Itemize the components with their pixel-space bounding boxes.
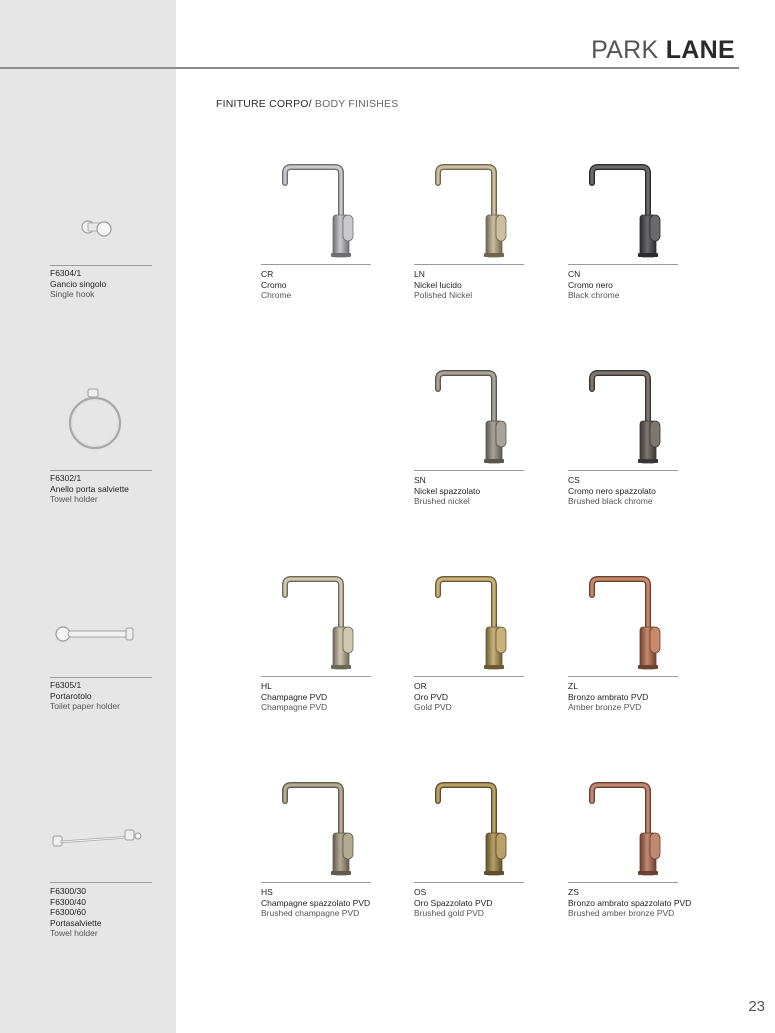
finish-code: OR: [414, 681, 427, 691]
finish-name-en: Brushed black chrome: [568, 496, 653, 506]
finish-name-it: Oro Spazzolato PVD: [414, 897, 493, 908]
accessory-name-en: Towel holder: [50, 928, 98, 938]
finish-name-en: Brushed nickel: [414, 496, 470, 506]
finish-rule: [568, 264, 678, 265]
finish-code: ZL: [568, 681, 578, 691]
faucet-icon: [432, 781, 512, 877]
accessory-name-en: Single hook: [50, 289, 95, 299]
finish-rule: [414, 676, 524, 677]
accessory-text: [50, 680, 120, 712]
finish-name-it: Cromo nero spazzolato: [568, 485, 656, 496]
accessory-code: F6304/1: [50, 268, 82, 278]
page-number: 23: [748, 998, 765, 1015]
accessory-rule: [50, 470, 152, 471]
finish-name-it: Bronzo ambrato spazzolato PVD: [568, 897, 692, 908]
finish-name-en: Brushed amber bronze PVD: [568, 908, 675, 918]
finish-rule: [261, 676, 371, 677]
sidebar-panel: [0, 0, 176, 1033]
finish-code: SN: [414, 475, 426, 485]
finish-rule: [261, 882, 371, 883]
finish-code: CR: [261, 269, 274, 279]
finish-name-it: Cromo nero: [568, 279, 613, 290]
finish-text: [414, 681, 452, 713]
accessory-rule: [50, 677, 152, 678]
accessory-text: [50, 268, 106, 300]
finish-text: [568, 887, 691, 919]
finish-rule: [568, 676, 678, 677]
finish-code: CS: [568, 475, 580, 485]
header-rule: [0, 67, 739, 69]
accessory-name-en: Towel holder: [50, 494, 98, 504]
faucet-icon: [432, 369, 512, 465]
finish-rule: [568, 470, 678, 471]
finish-name-en: Champagne PVD: [261, 702, 328, 712]
finish-code: CN: [568, 269, 581, 279]
faucet-icon: [586, 369, 666, 465]
finish-code: HL: [261, 681, 272, 691]
accessory-name-it: Gancio singolo: [50, 278, 107, 289]
accessory-name-it: Portarotolo: [50, 690, 92, 701]
towel-bar-icon: [50, 818, 152, 868]
finish-name-it: Nickel spazzolato: [414, 485, 481, 496]
finish-text: [261, 269, 291, 301]
finish-name-it: Champagne PVD: [261, 691, 328, 702]
accessory-text: [50, 886, 102, 939]
finish-code: LN: [414, 269, 425, 279]
finish-name-it: Bronzo ambrato PVD: [568, 691, 649, 702]
finish-text: [261, 887, 370, 919]
accessory-code: F6300/60: [50, 907, 86, 917]
finish-text: [568, 269, 620, 301]
finish-text: [568, 681, 648, 713]
finish-name-en: Brushed champagne PVD: [261, 908, 360, 918]
section-title: [216, 98, 398, 110]
accessory-rule: [50, 882, 152, 883]
brand-title: [591, 36, 735, 65]
faucet-icon: [279, 781, 359, 877]
faucet-icon: [586, 575, 666, 671]
section-title-en: BODY FINISHES: [311, 98, 399, 110]
finish-code: HS: [261, 887, 273, 897]
towel-ring-icon: [50, 385, 152, 465]
finish-name-en: Amber bronze PVD: [568, 702, 642, 712]
finish-name-it: Cromo: [261, 279, 287, 290]
hook-icon: [50, 200, 152, 260]
finish-text: [414, 887, 492, 919]
section-title-it: FINITURE CORPO/: [216, 98, 312, 110]
faucet-icon: [432, 575, 512, 671]
brand-bold: LANE: [665, 36, 735, 64]
finish-rule: [414, 470, 524, 471]
finish-name-it: Oro PVD: [414, 691, 449, 702]
finish-rule: [261, 264, 371, 265]
accessory-code: F6300/40: [50, 896, 86, 907]
finish-text: [414, 269, 472, 301]
faucet-icon: [279, 163, 359, 259]
faucet-icon: [586, 163, 666, 259]
finish-name-en: Brushed gold PVD: [414, 908, 484, 918]
brand-light: PARK: [591, 36, 666, 64]
finish-rule: [568, 882, 678, 883]
accessory-rule: [50, 265, 152, 266]
faucet-icon: [432, 163, 512, 259]
finish-name-it: Champagne spazzolato PVD: [261, 897, 371, 908]
finish-name-it: Nickel lucido: [414, 279, 462, 290]
accessory-code: F6305/1: [50, 680, 82, 690]
finish-name-en: Black chrome: [568, 290, 620, 300]
finish-rule: [414, 264, 524, 265]
finish-rule: [414, 882, 524, 883]
faucet-icon: [586, 781, 666, 877]
finish-code: ZS: [568, 887, 579, 897]
accessory-code: F6300/30: [50, 886, 86, 896]
faucet-icon: [279, 575, 359, 671]
accessory-name-en: Toilet paper holder: [50, 701, 120, 711]
finish-code: OS: [414, 887, 427, 897]
paper-holder-icon: [50, 612, 152, 662]
finish-text: [414, 475, 480, 507]
accessory-name-it: Portasalviette: [50, 917, 102, 928]
accessory-name-it: Anello porta salviette: [50, 483, 129, 494]
accessory-code: F6302/1: [50, 473, 82, 483]
finish-name-en: Chrome: [261, 290, 292, 300]
accessory-text: [50, 473, 129, 505]
finish-text: [261, 681, 327, 713]
finish-text: [568, 475, 656, 507]
finish-name-en: Polished Nickel: [414, 290, 473, 300]
finish-name-en: Gold PVD: [414, 702, 452, 712]
